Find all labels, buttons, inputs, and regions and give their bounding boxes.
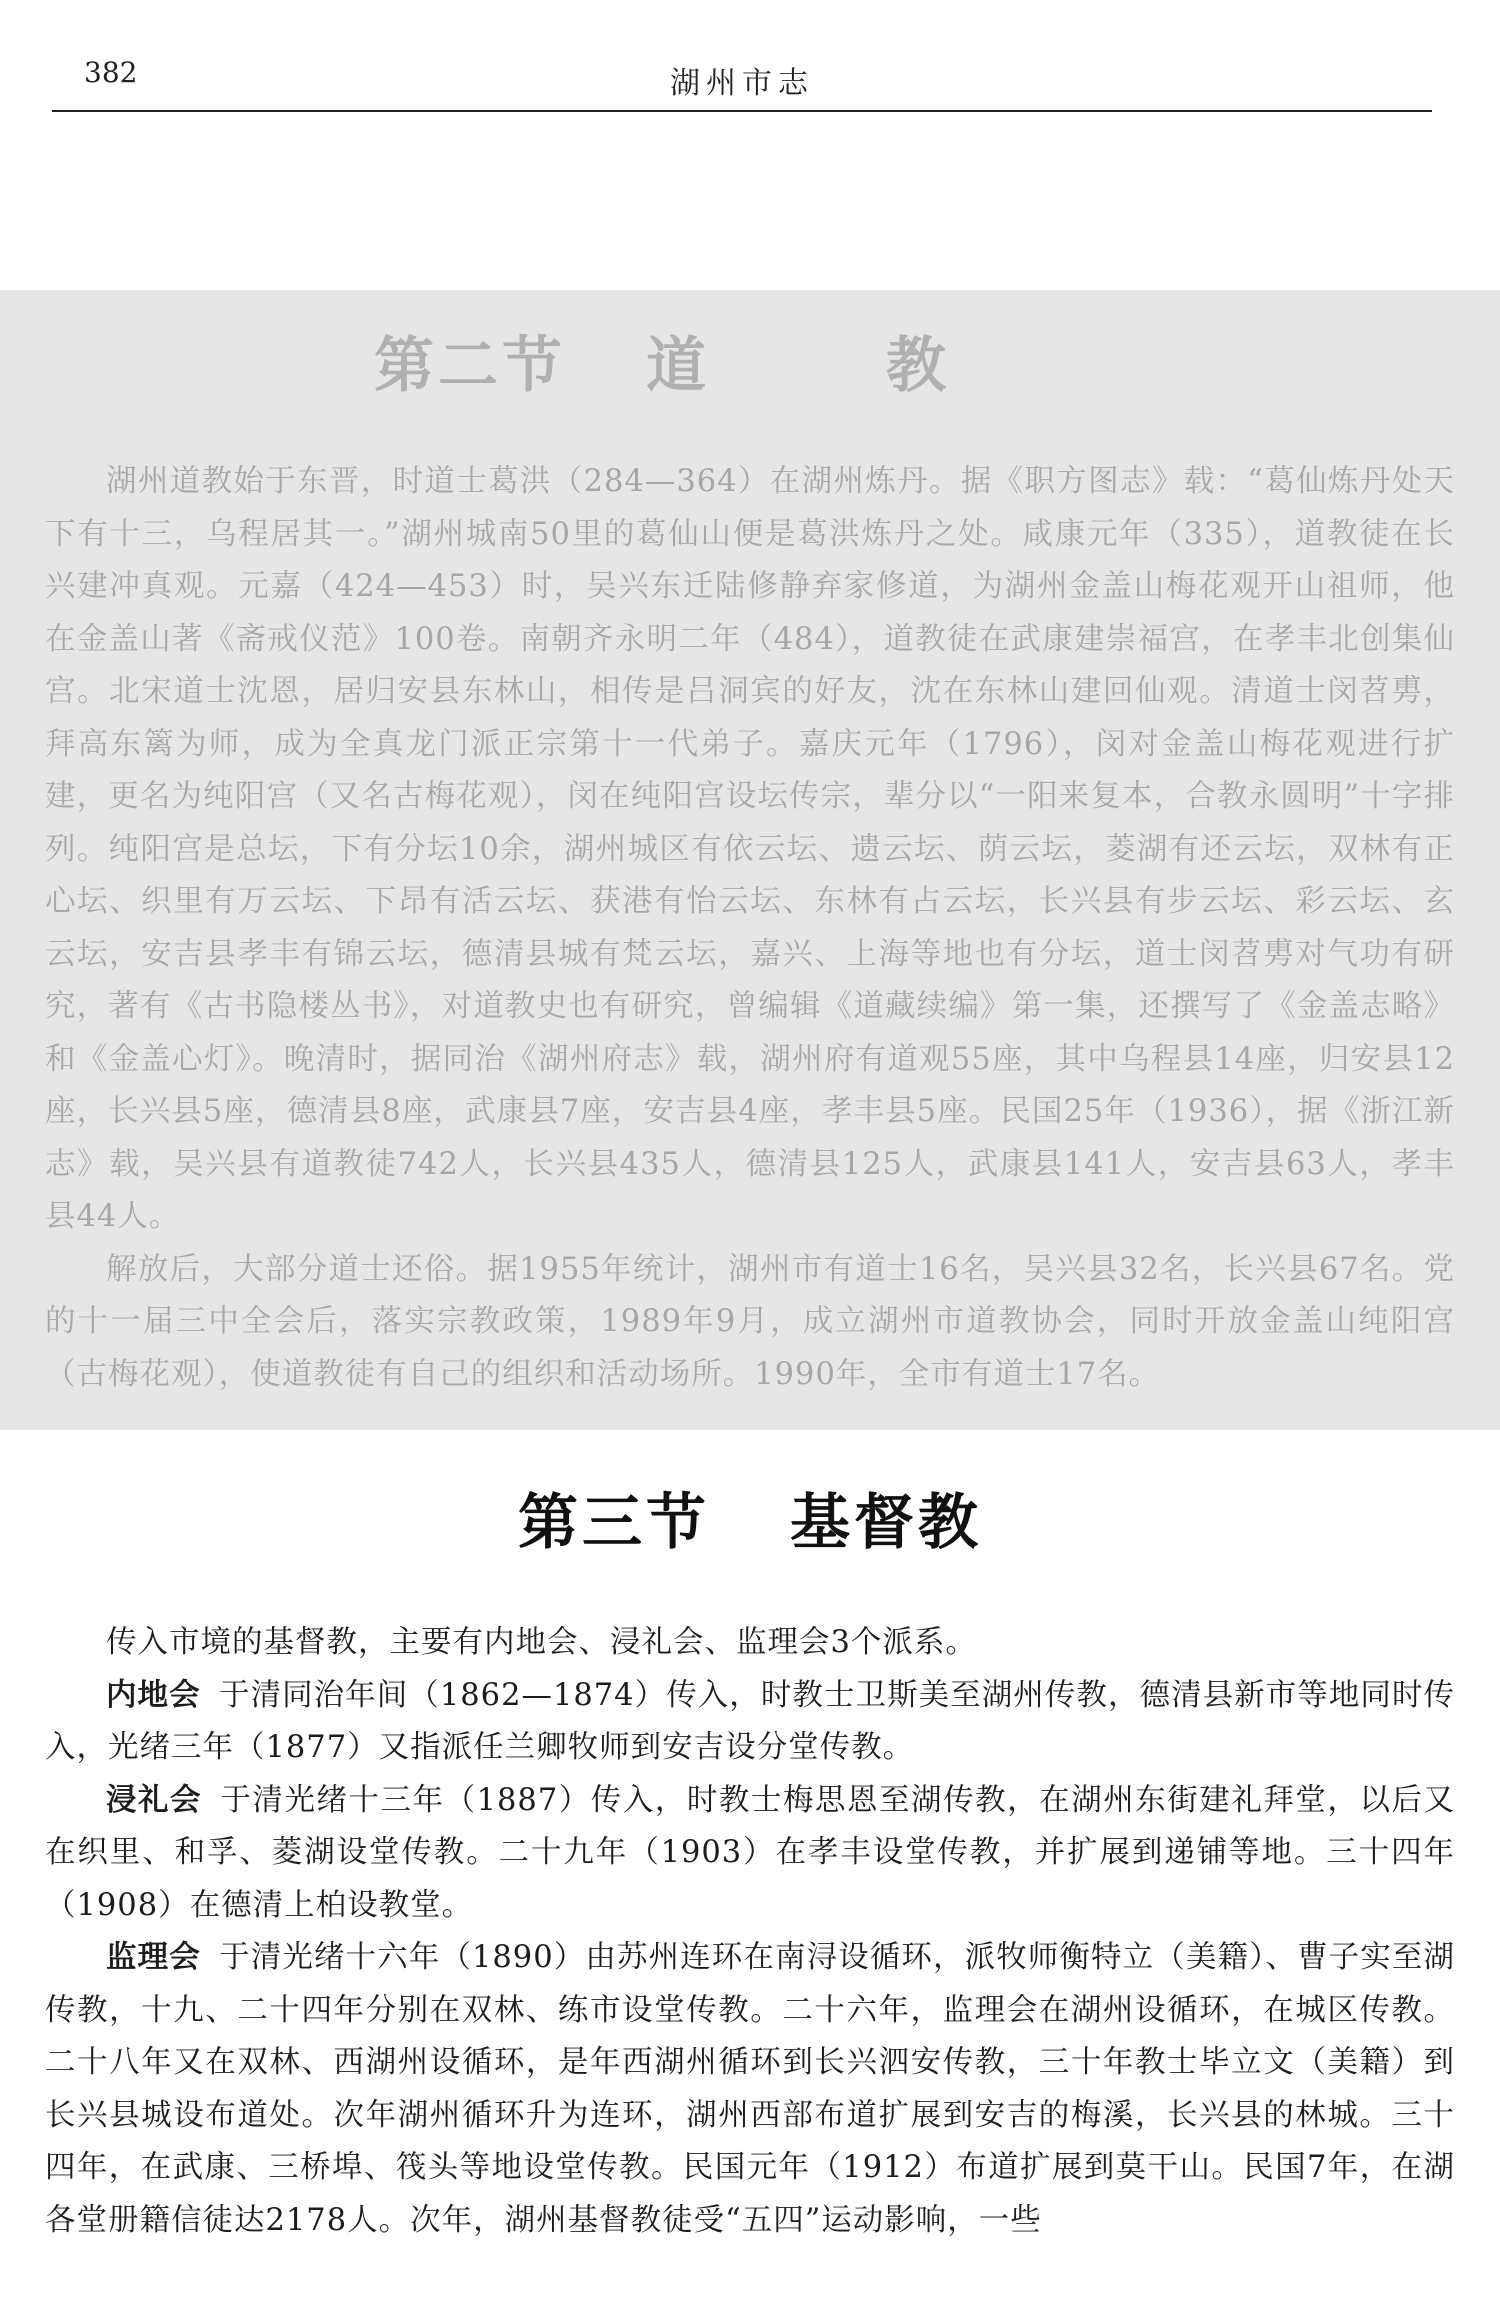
paragraph: 湖州道教始于东晋，时道士葛洪（284—364）在湖州炼丹。据《职方图志》载：“葛仙炼丹处天下有十三，乌程居其一。”湖州城南50里的葛仙山便是葛洪炼丹之处。咸康元年（335），道教徒在长兴建冲真观。元嘉（424—453）时，吴兴东迁陆修静弃家修道，为湖州金盖山梅花观开山祖师，他在金盖山著《斋戒仪范》100卷。南朝齐永明二年（484），道教徒在武康建崇福宫，在孝丰北创集仙宫。北宋道士沈恩，居归安县东林山，相传是吕洞宾的好友，沈在东林山建回仙观。清道士闵苕旉，拜高东篱为师，成为全真龙门派正宗第十一代弟子。嘉庆元年（1796），闵对金盖山梅花观进行扩建，更名为纯阳宫（又名古梅花观），闵在纯阳宫设坛传宗，辈分以“一阳来复本，合教永圆明”十字排列。纯阳宫是总坛，下有分坛10余，湖州城区有依云坛、遗云坛、荫云坛，菱湖有还云坛，双林有正心坛、织里有万云坛、下昂有活云坛、获港有怡云坛、东林有占云坛，长兴县有步云坛、彩云坛、玄云坛，安吉县孝丰有锦云坛，德清县城有梵云坛，嘉兴、上海等地也有分坛，道士闵苕旉对气功有研究，著有《古书隐楼丛书》，对道教史也有研究，曾编辑《道藏续编》第一集，还撰写了《金盖志略》和《金盖心灯》。晚清时，据同治《湖州府志》载，湖州府有道观55座，其中乌程县14座，归安县12座，长兴县5座，德清县8座，武康县7座，安吉县4座，孝丰县5座。民国25年（1936），据《浙江新志》载，吴兴县有道教徒742人，长兴县435人，德清县125人，武康县141人，安吉县63人，孝丰县44人。 <box>45 464 1455 1234</box>
entry-text: 于清同治年间（1862—1874）传入，时教士卫斯美至湖州传教，德清县新市等地同时传入，光绪三年（1877）又指派任兰卿牧师到安吉设分堂传教。 <box>45 1677 1455 1765</box>
entry-term: 监理会 <box>106 1940 201 1975</box>
section-daoism <box>45 318 1455 1401</box>
entry-term: 内地会 <box>106 1677 201 1713</box>
section-body <box>45 1617 1455 2247</box>
paragraph: 解放后，大部分道士还俗。据1955年统计，湖州市有道士16名，吴兴县32名，长兴县67名。党的十一届三中全会后，落实宗教政策，1989年9月，成立湖州市道教协会，同时开放金盖山纯阳宫（古梅花观），使道教徒有自己的组织和活动场所。1990年，全市有道士17名。 <box>45 1251 1455 1392</box>
page-number: 382 <box>84 56 138 89</box>
section-title <box>45 1475 1455 1561</box>
running-title: 湖州市志 <box>670 66 814 101</box>
section-christianity <box>45 1475 1455 2247</box>
entry-paragraph <box>45 1932 1455 2247</box>
section-title <box>45 318 1455 404</box>
entry-text: 于清光绪十三年（1887）传入，时教士梅思恩至湖传教，在湖州东街建礼拜堂，以后又在织里、和孚、菱湖设堂传教。二十九年（1903）在孝丰设堂传教，并扩展到递铺等地。三十四年（1908）在德清上柏设教堂。 <box>45 1782 1456 1923</box>
section-number: 第二节 <box>374 331 566 401</box>
section-name: 基督教 <box>790 1488 982 1558</box>
entry-text: 于清光绪十六年（1890）由苏州连环在南浔设循环，派牧师衡特立（美籍）、曹子实至湖传教，十九、二十四年分别在双林、练市设堂传教。二十六年，监理会在湖州设循环，在城区传教。二十八年又在双林、西湖州设循环，是年西湖州循环到长兴泗安传教，三十年教士毕立文（美籍）到长兴县城设布道处。次年湖州循环升为连环，湖州西部布道扩展到安吉的梅溪，长兴县的林城。三十四年，在武康、三桥埠、筏头等地设堂传教。民国元年（1912）布道扩展到莫干山。民国7年，在湖各堂册籍信徒达2178人。次年，湖州基督教徒受“五四”运动影响，一些 <box>45 1940 1455 2238</box>
section-name: 道教 <box>646 331 1126 401</box>
entry-term: 浸礼会 <box>106 1782 203 1818</box>
entry-paragraph <box>45 1775 1455 1933</box>
section-body <box>45 456 1455 1401</box>
intro-paragraph: 传入市境的基督教，主要有内地会、浸礼会、监理会3个派系。 <box>106 1625 977 1660</box>
page-header <box>52 40 1432 112</box>
entry-paragraph <box>45 1670 1455 1775</box>
section-number: 第三节 <box>518 1488 710 1558</box>
